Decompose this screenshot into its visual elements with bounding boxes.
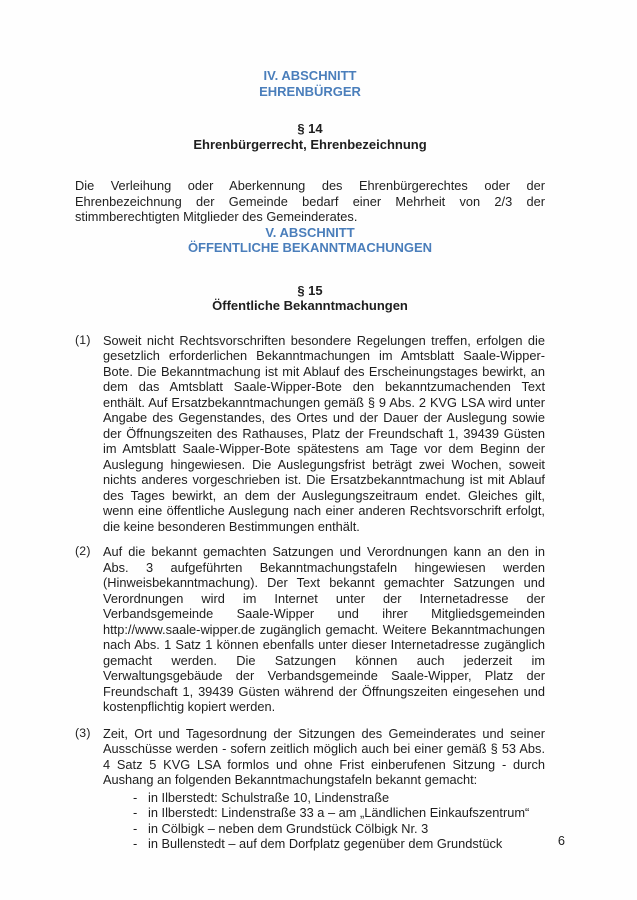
list-item bbox=[131, 790, 545, 806]
list-item bbox=[131, 805, 545, 821]
dash-bullet: - bbox=[133, 789, 138, 805]
dash-bullet: - bbox=[133, 805, 138, 820]
paragraph-15-item-3-text: Zeit, Ort und Tagesordnung der Sitzungen des Gemeinderates und seiner Ausschüsse werden - sofern zeitlich möglich auch bei einer gemäß § 53 Abs. 4 Satz 5 KVG LSA formlos und ohne Frist einberufenen Sitzung - durch Aushang an folgenden Bekanntmachungstafeln bekannt gemacht: bbox=[103, 725, 545, 787]
list-item-text: in Ilberstedt: Lindenstraße 33 a – am „Ländlichen Einkaufszentrum“ bbox=[148, 805, 530, 820]
list-item-text: in Ilberstedt: Schulstraße 10, Lindenstraße bbox=[148, 789, 390, 805]
section-iv-heading-line1: IV. ABSCHNITT bbox=[263, 68, 357, 83]
dash-bullet: - bbox=[133, 820, 138, 836]
paragraph-15-item-1 bbox=[75, 333, 545, 535]
list-item-text: in Cölbigk – neben dem Grundstück Cölbigk Nr. 3 bbox=[148, 820, 429, 836]
notice-board-list bbox=[103, 790, 545, 852]
paragraph-number: (2) bbox=[75, 544, 91, 558]
section-v-heading bbox=[75, 225, 545, 256]
paragraph-14-number: § 14 bbox=[297, 121, 323, 136]
paragraph-number: (1) bbox=[75, 332, 91, 347]
list-item bbox=[131, 821, 545, 837]
paragraph-15-number: § 15 bbox=[297, 282, 323, 298]
section-v-heading-line1: V. ABSCHNITT bbox=[265, 224, 355, 240]
list-item-text: in Bullenstedt – auf dem Dorfplatz gegenüber dem Grundstück bbox=[148, 836, 503, 851]
paragraph-15-item-1-text: Soweit nicht Rechtsvorschriften besondere Regelungen treffen, erfolgen die gesetzlich erforderlichen Bekanntmachungen im Amtsblatt Saale-Wipper-Bote. Die Bekanntmachung ist mit Ablauf des Erscheinungstages bewirkt, an dem das Amtsblatt Saale-Wipper-Bote den bekanntzumachenden Text enthält. Auf Ersatzbekanntmachungen gemäß § 9 Abs. 2 KVG LSA wird unter Angabe des Gegenstandes, des Ortes und der Dauer der Auslegung sowie der Öffnungszeiten des Rathauses, Platz der Freundschaft 1, 39439 Güsten im Amtsblatt Saale-Wipper-Bote spätestens am Tage vor dem Beginn der Auslegung hingewiesen. Die Auslegungsfrist beträgt zwei Wochen, soweit nichts anderes vorgeschrieben ist. Die Ersatzbekanntmachung ist mit Ablauf des Tages bewirkt, an dem der Auslegungszeitraum endet. Gleiches gilt, wenn eine öffentliche Auslegung nach einer anderen Rechtsvorschrift erfolgt, die keine besonderen Bestimmungen enthält. bbox=[103, 332, 545, 534]
page-number: 6 bbox=[557, 833, 565, 848]
paragraph-15-item-3 bbox=[75, 726, 545, 852]
section-v-heading-line2: ÖFFENTLICHE BEKANNTMACHUNGEN bbox=[187, 240, 433, 255]
paragraph-14-body: Die Verleihung oder Aberkennung des Ehrenbürgerechtes oder der Ehrenbezeichnung der Gemeinde bedarf einer Mehrheit von 2/3 der stimmberechtigten Mitglieder des Gemeinderates. bbox=[75, 178, 545, 224]
paragraph-14-heading bbox=[75, 121, 545, 152]
paragraph-number: (3) bbox=[75, 725, 91, 740]
paragraph-15-item-2-text: Auf die bekannt gemachten Satzungen und Verordnungen kann an den in Abs. 3 aufgeführten Bekanntmachungstafeln hingewiesen werden (Hinweisbekanntmachung). Der Text bekannt gemachter Satzungen und Verordnungen wird im Internet unter der Internetadresse der Verbandsgemeinde Saale-Wipper und ihrer Mitgliedsgemeinden http://www.saale-wipper.de zugänglich gemacht. Weitere Bekanntmachungen nach Abs. 1 Satz 1 können ebenfalls unter dieser Internetadresse zugänglich gemacht werden. Die Satzungen können auch jederzeit im Verwaltungsgebäude der Verbandsgemeinde Saale-Wipper, Platz der Freundschaft 1, 39439 Güsten während der Öffnungszeiten eingesehen und kostenpflichtig kopiert werden. bbox=[103, 544, 545, 714]
section-iv-heading-line2: EHRENBÜRGER bbox=[259, 83, 361, 99]
list-item bbox=[131, 836, 545, 852]
paragraph-15-heading bbox=[75, 283, 545, 314]
dash-bullet: - bbox=[133, 836, 138, 851]
paragraph-15-title: Öffentliche Bekanntmachungen bbox=[212, 298, 408, 313]
paragraph-14-title: Ehrenbürgerrecht, Ehrenbezeichnung bbox=[193, 136, 427, 152]
section-iv-heading bbox=[75, 68, 545, 99]
paragraph-15-item-2 bbox=[75, 544, 545, 715]
